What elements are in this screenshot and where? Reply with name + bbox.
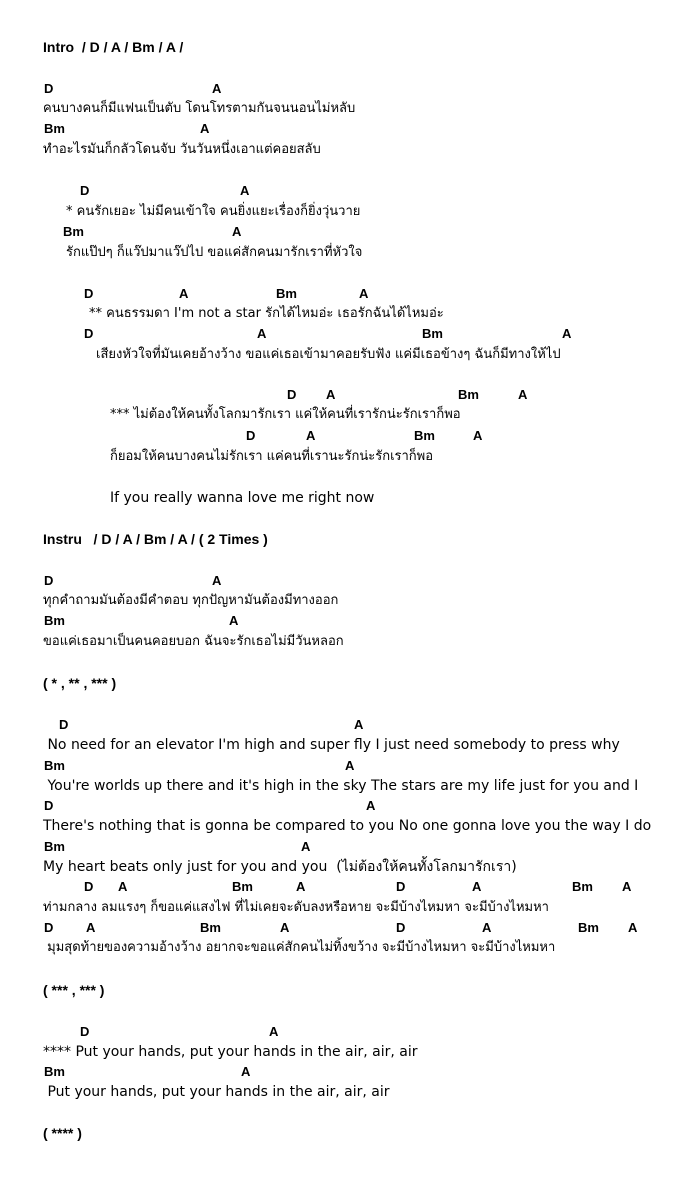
chord: Bm: [276, 286, 297, 301]
chord: D: [44, 573, 54, 588]
lyric-line: ก็ยอมให้คนบางคนไม่รักเรา แค่คนที่เรานะรักน่ะรักเราก็พอ: [110, 449, 434, 464]
chord: A: [518, 387, 528, 402]
lyric-line: If you really wanna love me right now: [110, 490, 375, 506]
chord: A: [179, 286, 189, 301]
chord: Bm: [414, 428, 435, 443]
chord: D: [84, 326, 94, 341]
chord: A: [229, 613, 239, 628]
chord: Bm: [232, 879, 253, 894]
chord: D: [396, 879, 406, 894]
lyric-line: มุมสุดท้ายของความอ้างว้าง อยากจะขอแค่สักคนไม่ทิ้งขว้าง จะมีบ้างไหมหา จะมีบ้างไหมหา: [43, 940, 556, 955]
chord: Bm: [44, 839, 65, 854]
lyric-line: ท่ามกลาง ลมแรงๆ ก็ขอแค่แสงไฟ ที่ไม่เคยจะดับลงหรือหาย จะมีบ้างไหมหา จะมีบ้างไหมหา: [43, 900, 549, 915]
chord: D: [246, 428, 256, 443]
chord: D: [287, 387, 297, 402]
lyric-line: **** Put your hands, put your hands in the air, air, air: [43, 1044, 418, 1060]
repeat-marker: ( *** , *** ): [43, 982, 105, 998]
chord: A: [359, 286, 369, 301]
chord: D: [44, 798, 54, 813]
chord: A: [628, 920, 638, 935]
lyric-line: ทุกคำถามมันต้องมีคำตอบ ทุกปัญหามันต้องมีทางออก: [43, 593, 339, 608]
chord: Bm: [44, 758, 65, 773]
repeat-marker: ( * , ** , *** ): [43, 675, 117, 691]
chord: A: [280, 920, 290, 935]
chord: D: [80, 183, 90, 198]
chord: A: [326, 387, 336, 402]
chord: A: [301, 839, 311, 854]
lyric-line: ทำอะไรมันก็กลัวโดนจับ วันวันหนึ่งเอาแต่คอยสลับ: [43, 142, 321, 157]
chord: A: [232, 224, 242, 239]
chord: A: [366, 798, 376, 813]
chord: A: [354, 717, 364, 732]
lyric-line: No need for an elevator I'm high and super fly I just need somebody to press why: [43, 737, 620, 753]
chord: A: [472, 879, 482, 894]
chord: A: [269, 1024, 279, 1039]
chord: A: [482, 920, 492, 935]
lyric-line: *** ไม่ต้องให้คนทั้งโลกมารักเรา แค่ให้คนที่เรารักน่ะรักเราก็พอ: [110, 407, 461, 422]
chord: A: [473, 428, 483, 443]
chord: D: [44, 81, 54, 96]
chord: Bm: [200, 920, 221, 935]
chord: A: [240, 183, 250, 198]
chord: Bm: [63, 224, 84, 239]
chord: D: [84, 286, 94, 301]
chord: D: [44, 920, 54, 935]
lyric-line: Put your hands, put your hands in the air, air, air: [43, 1084, 390, 1100]
chord: Bm: [44, 121, 65, 136]
lyric-line: รักแป๊ปๆ ก็แว๊ปมาแว๊ปไป ขอแค่สักคนมารักเราที่หัวใจ: [66, 245, 363, 260]
intro-line: Intro / D / A / Bm / A /: [43, 39, 184, 55]
chord: D: [59, 717, 69, 732]
chord: D: [84, 879, 94, 894]
lyric-line: ** คนธรรมดา I'm not a star รักได้ไหมอ่ะ เธอรักฉันได้ไหมอ่ะ: [89, 306, 444, 321]
chord: Bm: [572, 879, 593, 894]
chord: Bm: [578, 920, 599, 935]
lyric-line: คนบางคนก็มีแฟนเป็นตับ โดนโทรตามกันจนนอนไม่หลับ: [43, 101, 356, 116]
lyric-line: เสียงหัวใจที่มันเคยอ้างว้าง ขอแค่เธอเข้ามาคอยรับฟัง แค่มีเธอข้างๆ ฉันก็มีทางให้ไป: [96, 347, 561, 362]
lyric-line: ขอแค่เธอมาเป็นคนคอยบอก ฉันจะรักเธอไม่มีวันหลอก: [43, 634, 344, 649]
instru-line: Instru / D / A / Bm / A / ( 2 Times ): [43, 531, 268, 547]
chord: A: [562, 326, 572, 341]
lyric-line: There's nothing that is gonna be compared to you No one gonna love you the way I do: [43, 818, 652, 834]
chord: A: [296, 879, 306, 894]
lyric-line: My heart beats only just for you and you (ไม่ต้องให้คนทั้งโลกมารักเรา): [43, 859, 517, 875]
chord: A: [345, 758, 355, 773]
chord: Bm: [458, 387, 479, 402]
chord: D: [396, 920, 406, 935]
chord: Bm: [44, 613, 65, 628]
chord: Bm: [422, 326, 443, 341]
chord: A: [257, 326, 267, 341]
chord: A: [622, 879, 632, 894]
chord: A: [212, 81, 222, 96]
chord: A: [118, 879, 128, 894]
repeat-marker: ( **** ): [43, 1125, 82, 1141]
lyric-line: You're worlds up there and it's high in the sky The stars are my life just for you and I: [43, 778, 639, 794]
lyric-line: * คนรักเยอะ ไม่มีคนเข้าใจ คนยิ่งแยะเรื่องก็ยิ่งวุ่นวาย: [66, 204, 361, 219]
chord: A: [200, 121, 210, 136]
chord: D: [80, 1024, 90, 1039]
chord: Bm: [44, 1064, 65, 1079]
chord: A: [86, 920, 96, 935]
chord: A: [241, 1064, 251, 1079]
chord: A: [306, 428, 316, 443]
chord: A: [212, 573, 222, 588]
